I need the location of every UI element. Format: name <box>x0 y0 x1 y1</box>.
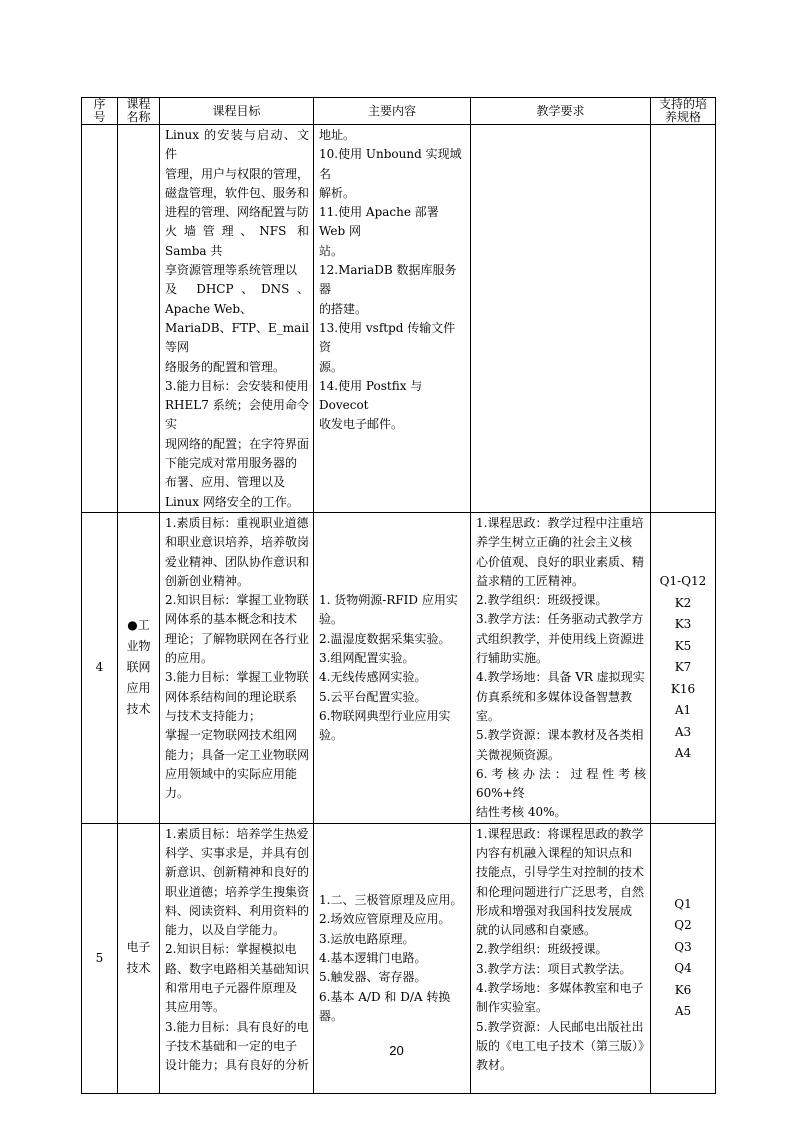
text-line: 4.基本逻辑门电路。 <box>319 951 427 966</box>
text-line: 地址。 <box>319 128 356 142</box>
text-line: 能力；具备一定工业物联网 <box>165 747 310 762</box>
text-line: 设计能力；具有良好的分析 <box>165 1058 310 1073</box>
row-number: 4 <box>82 512 118 823</box>
text-line: 3.教学方法：项目式教学法。 <box>476 961 632 976</box>
text-line: 及 DHCP、DNS、Apache Web、 <box>165 282 309 316</box>
objectives-cell <box>160 512 314 823</box>
requirements-cell <box>471 125 651 513</box>
text-line: RHEL7 系统；会使用命令实 <box>165 398 309 432</box>
text-line: 心价值观、良好的职业素质、精 <box>476 554 645 569</box>
header-row <box>82 98 716 125</box>
text-line: 形成和增强对我国科技发展成 <box>476 903 633 918</box>
text-line: 2.知识目标：掌握模拟电 <box>165 942 297 957</box>
text-line: 创新创业精神。 <box>165 573 250 588</box>
text-line: 11.使用 Apache 部署 Web 网 <box>319 205 439 239</box>
text-line: 5.云平台配置实验。 <box>319 689 427 704</box>
text-line: 验。 <box>319 612 344 627</box>
text-line: 网体系结构间的理论联系 <box>165 689 298 704</box>
content-cell <box>314 512 471 823</box>
text-line: K3 <box>674 617 692 632</box>
text-line: 源。 <box>319 359 344 374</box>
text-line: 享资源管理等系统管理以 <box>165 263 298 278</box>
text-line: 式组织教学，并使用线上资源进 <box>476 631 645 646</box>
text-line: 3.运放电路原理。 <box>319 931 415 946</box>
text-line: 其应用等。 <box>165 1000 226 1015</box>
text-line: 应用领域中的实际应用能 <box>165 766 298 781</box>
text-line: MariaDB、FTP、E_mail 等网 <box>165 320 309 355</box>
text-line: A5 <box>674 1004 692 1019</box>
requirements-cell <box>471 512 651 823</box>
table-row <box>82 125 716 513</box>
text-line: 能力，以及自学能力。 <box>165 923 286 938</box>
text-line: Linux 的安装与启动、文件 <box>165 128 309 162</box>
text-line: 技能点，引导学生对控制的技术 <box>476 865 645 880</box>
page-number: 20 <box>389 1043 404 1058</box>
text-line: 新意识、创新精神和良好的 <box>165 865 310 880</box>
text-line: 火墙管理、NFS 和 Samba 共 <box>165 224 309 258</box>
text-line: A4 <box>674 746 692 761</box>
text-line: 和常用电子元器件原理及 <box>165 981 298 996</box>
text-line: 1.课程思政：将课程思政的教学 <box>476 826 644 841</box>
text-line: 5.触发器、寄存器。 <box>319 970 427 985</box>
text-line: 网体系的基本概念和技术 <box>165 612 298 627</box>
text-line: 联网 <box>126 660 151 675</box>
text-line: 制作实验室。 <box>476 1000 549 1015</box>
text-line: 3.能力目标：会安装和使用 <box>165 378 309 393</box>
text-line: 磁盘管理，软件包、服务和 <box>165 185 310 200</box>
text-line: 爱业精神、团队协作意识和 <box>165 554 310 569</box>
text-line: 6.考核办法：过程性考核 60%+终 <box>476 766 646 801</box>
text-line: 6.基本 A/D 和 D/A 转换器。 <box>319 989 451 1023</box>
text-line: 与技术支持能力； <box>165 708 262 723</box>
text-line: 路、数字电路相关基础知识 <box>165 961 310 976</box>
text-line: 10.使用 Unbound 实现域名 <box>319 147 462 181</box>
text-line: Q1 <box>674 896 692 911</box>
text-line: Q2 <box>674 918 692 933</box>
text-line: Linux 网络安全的工作。 <box>165 494 299 509</box>
text-line: Q1-Q12 <box>659 574 707 589</box>
header-content: 主要内容 <box>314 98 471 125</box>
text-line: K7 <box>674 660 692 675</box>
specs-cell <box>651 125 716 513</box>
text-line: 1.课程思政：教学过程中注重培 <box>476 515 644 530</box>
text-line: 版的《电工电子技术（第三版）》 <box>476 1038 651 1053</box>
row-number <box>82 125 118 513</box>
text-line: 和伦理问题进行广泛思考，自然 <box>476 884 645 899</box>
text-line: 络服务的配置和管理。 <box>165 359 286 374</box>
text-line: 电子 <box>126 940 151 955</box>
text-line: 5.教学资源：人民邮电出版社出 <box>476 1019 644 1034</box>
text-line: 4.无线传感网实验。 <box>319 670 427 685</box>
text-line: 结性考核 40%。 <box>476 805 567 820</box>
text-line: 6.物联网典型行业应用实 <box>319 708 451 723</box>
text-line: 1.素质目标：培养学生热爱 <box>165 826 309 841</box>
text-line: 内容有机融入课程的知识点和 <box>476 845 633 860</box>
text-line: 室。 <box>476 708 501 723</box>
text-line: 技术 <box>126 961 151 976</box>
text-line: 2.温湿度数据采集实验。 <box>319 631 451 646</box>
text-line: 关微视频资源。 <box>476 747 561 762</box>
text-line: 的应用。 <box>165 651 214 666</box>
text-line: A1 <box>674 703 692 718</box>
course-name <box>118 512 160 823</box>
table-row <box>82 512 716 823</box>
text-line: 益求精的工匠精神。 <box>476 573 585 588</box>
text-line: 3.教学方法：任务驱动式教学方 <box>476 612 644 627</box>
text-line: 3.组网配置实验。 <box>319 651 415 666</box>
text-line: 管理，用户与权限的管理， <box>165 166 310 181</box>
text-line: 的搭建。 <box>319 301 368 316</box>
text-line: 1.二、三极管原理及应用。 <box>319 893 463 908</box>
text-line: 业物 <box>126 639 151 654</box>
text-line: 收发电子邮件。 <box>319 417 404 432</box>
text-line: 仿真系统和多媒体设备智慧教 <box>476 689 633 704</box>
text-line: 职业道德；培养学生搜集资 <box>165 884 310 899</box>
text-line: 养学生树立正确的社会主义核 <box>476 535 633 550</box>
text-line: 科学、实事求是，并具有创 <box>165 845 310 860</box>
text-line: 3.能力目标：掌握工业物联 <box>165 670 309 685</box>
text-line: 5.教学资源：课本教材及各类相 <box>476 728 644 743</box>
text-line: 力。 <box>165 786 190 801</box>
text-line: Q3 <box>674 939 692 954</box>
text-line: 掌握一定物联网技术组网 <box>165 728 298 743</box>
text-line: 2.教学组织：班级授课。 <box>476 942 608 957</box>
text-line: A3 <box>674 724 692 739</box>
text-line: K5 <box>674 638 692 653</box>
text-line: K2 <box>674 595 692 610</box>
text-line: 1.素质目标：重视职业道德 <box>165 515 309 530</box>
text-line: 4.教学场地：具备 VR 虚拟现实 <box>476 670 645 685</box>
text-line: 解析。 <box>319 185 356 200</box>
content-cell <box>314 125 471 513</box>
text-line: 2.教学组织：班级授课。 <box>476 593 608 608</box>
text-line: 现网络的配置；在字符界面 <box>165 436 310 451</box>
text-line: 4.教学场地：多媒体教室和电子 <box>476 981 644 996</box>
text-line: 1. 货物朔源-RFID 应用实 <box>319 593 458 608</box>
text-line: K6 <box>674 982 692 997</box>
text-line: 3.能力目标：具有良好的电 <box>165 1019 309 1034</box>
text-line: 料、阅读资料、利用资料的 <box>165 903 310 918</box>
text-line: 布署、应用、管理以及 <box>165 475 286 490</box>
header-objectives: 课程目标 <box>160 98 314 125</box>
text-line: 12.MariaDB 数据库服务器 <box>319 263 457 297</box>
text-line: 14.使用 Postfix 与 Dovecot <box>319 378 423 413</box>
header-requirements: 教学要求 <box>471 98 651 125</box>
header-seq: 序 号 <box>82 98 118 125</box>
text-line: K16 <box>670 681 696 696</box>
course-name <box>118 125 160 513</box>
text-line: 进程的管理、网络配置与防 <box>165 205 310 220</box>
text-line: 13.使用 vsftpd 传输文件资 <box>319 320 456 355</box>
text-line: 理论；了解物联网在各行业 <box>165 631 310 646</box>
header-specs: 支持的培 养规格 <box>651 98 716 125</box>
specs-cell <box>651 512 716 823</box>
text-line: 验。 <box>319 728 344 743</box>
text-line: 行辅助实施。 <box>476 651 549 666</box>
text-line: 下能完成对常用服务器的 <box>165 456 298 471</box>
text-line: 和职业意识培养，培养敬岗 <box>165 535 310 550</box>
text-line: 应用 <box>126 681 151 696</box>
header-course-name: 课程 名称 <box>118 98 160 125</box>
text-line: 站。 <box>319 243 344 258</box>
row-number: 5 <box>82 823 118 1093</box>
curriculum-table <box>81 97 716 1094</box>
text-line: 教材。 <box>476 1058 513 1073</box>
objectives-cell <box>160 125 314 513</box>
text-line: 子技术基础和一定的电子 <box>165 1038 298 1053</box>
text-line: 就的认同感和自豪感。 <box>476 923 597 938</box>
text-line: Q4 <box>674 961 692 976</box>
text-line: ●工 <box>127 618 150 633</box>
text-line: 2.场效应管原理及应用。 <box>319 912 451 927</box>
text-line: 2.知识目标：掌握工业物联 <box>165 593 309 608</box>
text-line: 技术 <box>126 702 151 717</box>
